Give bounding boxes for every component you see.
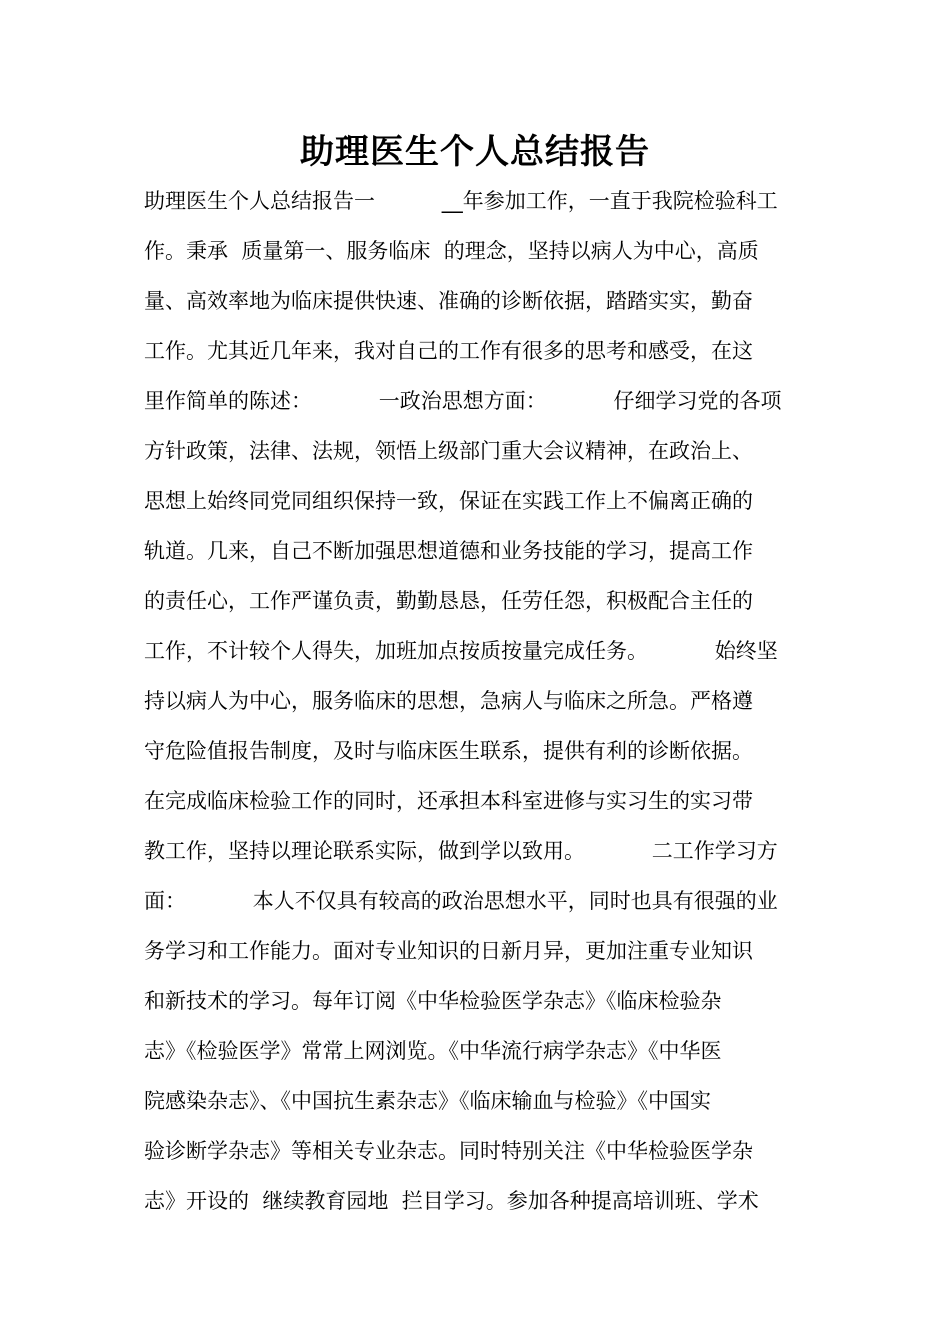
body-line: 思想上始终同党同组织保持一致，保证在实践工作上不偏离正确的	[144, 489, 753, 513]
body-line: 轨道。几来，自己不断加强思想道德和业务技能的学习，提高工作	[144, 539, 753, 563]
body-line: 工作，不计较个人得失，加班加点按质按量完成任务。 始终坚	[144, 639, 778, 663]
body-line: 助理医生个人总结报告一 __年参加工作，一直于我院检验科工	[144, 189, 778, 213]
body-line: 守危险值报告制度，及时与临床医生联系，提供有利的诊断依据。	[144, 739, 753, 763]
body-line: 教工作，坚持以理论联系实际，做到学以致用。 二工作学习方	[144, 839, 778, 863]
body-line: 持以病人为中心，服务临床的思想，急病人与临床之所急。严格遵	[144, 689, 753, 713]
body-line: 量、高效率地为临床提供快速、准确的诊断依据，踏踏实实，勤奋	[144, 289, 753, 313]
document-title: 助理医生个人总结报告	[300, 132, 650, 172]
body-line: 面： 本人不仅具有较高的政治思想水平，同时也具有很强的业	[144, 889, 778, 913]
body-line: 在完成临床检验工作的同时，还承担本科室进修与实习生的实习带	[144, 789, 753, 813]
body-line: 务学习和工作能力。面对专业知识的日新月异，更加注重专业知识	[144, 939, 753, 963]
body-line: 志》《检验医学》常常上网浏览。《中华流行病学杂志》《中华医	[144, 1039, 722, 1063]
body-line: 院感染杂志》、《中国抗生素杂志》《临床输血与检验》《中国实	[144, 1089, 711, 1113]
body-line: 作。秉承 质量第一、服务临床 的理念，坚持以病人为中心，高质	[144, 239, 759, 263]
body-line: 志》开设的 继续教育园地 拦目学习。参加各种提高培训班、学术	[144, 1189, 759, 1213]
body-line: 方针政策，法律、法规，领悟上级部门重大会议精神，在政治上、	[144, 439, 753, 463]
body-line: 验诊断学杂志》等相关专业杂志。同时特别关注《中华检验医学杂	[144, 1139, 753, 1163]
body-line: 的责任心，工作严谨负责，勤勤恳恳，任劳任怨，积极配合主任的	[144, 589, 753, 613]
document-body	[144, 176, 814, 1226]
body-line: 和新技术的学习。每年订阅《中华检验医学杂志》《临床检验杂	[144, 989, 722, 1013]
body-line: 工作。尤其近几年来，我对自己的工作有很多的思考和感受，在这	[144, 339, 753, 363]
body-line: 里作简单的陈述： 一政治思想方面： 仔细学习党的各项	[144, 389, 782, 413]
